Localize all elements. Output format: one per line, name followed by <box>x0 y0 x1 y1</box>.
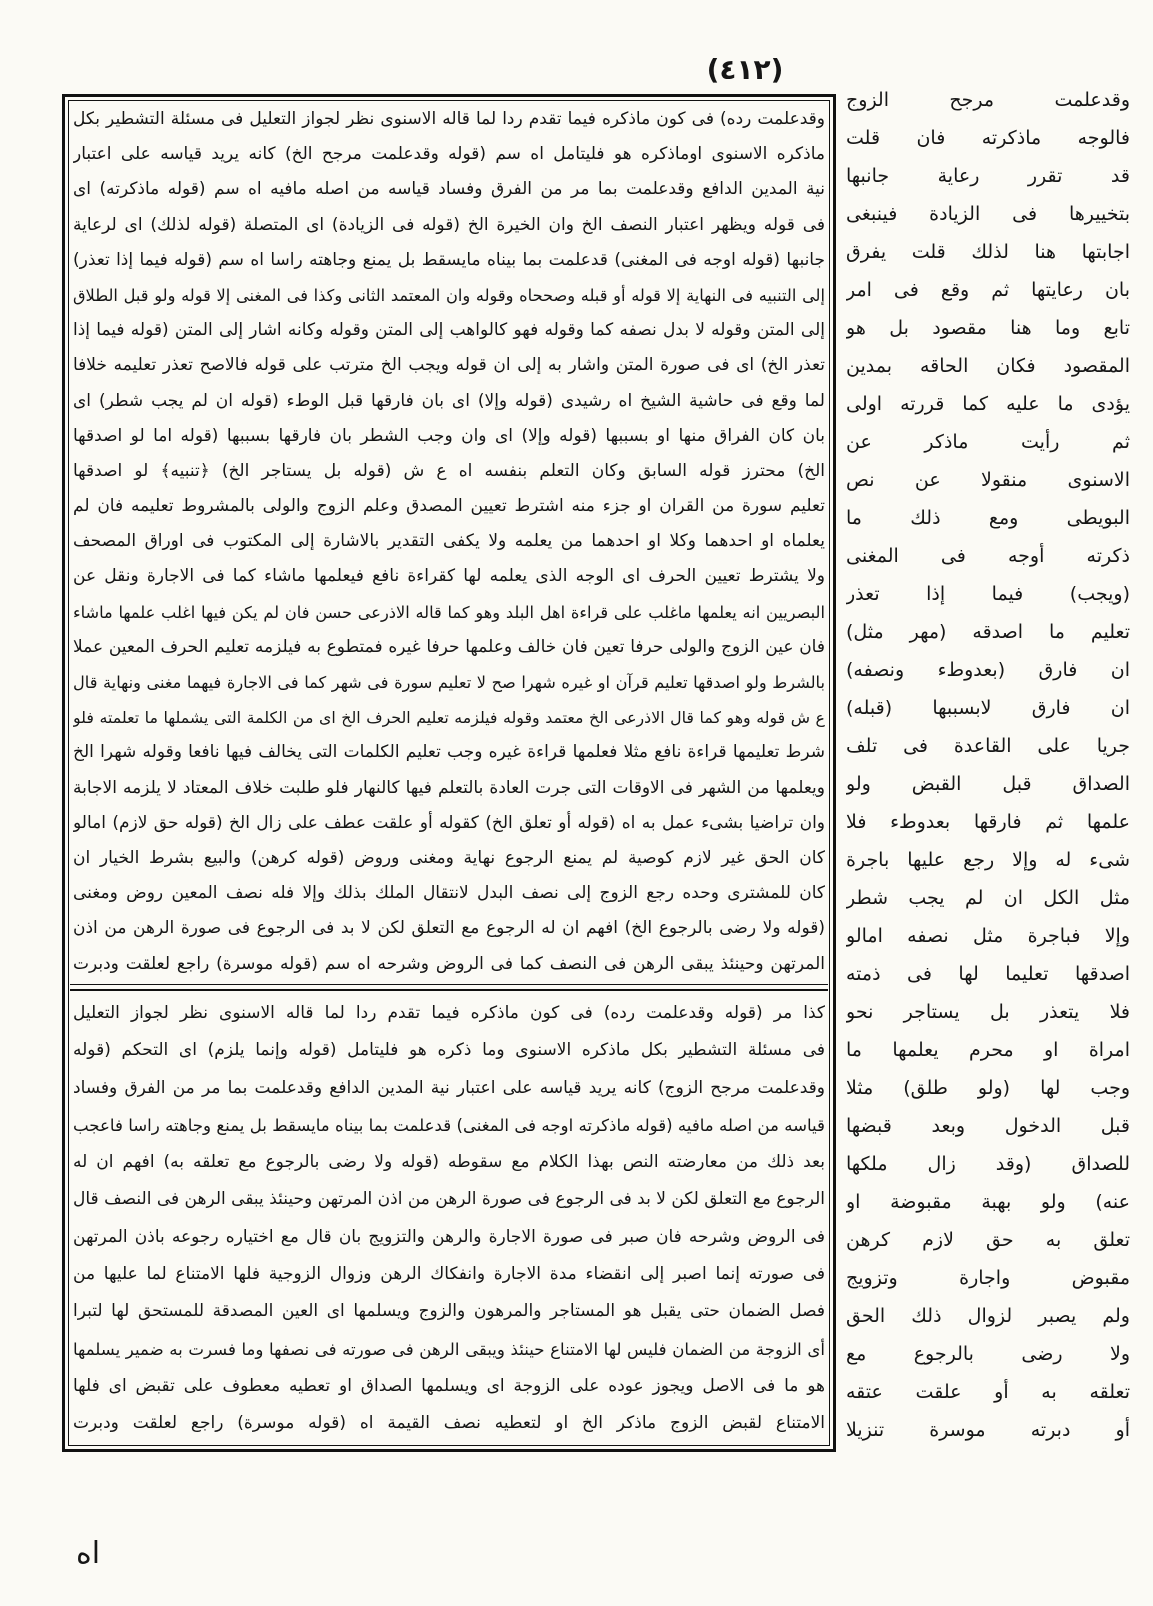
commentary-line: الخ) محترز قوله السابق وكان التعلم بنفسه اه ع ش (قوله بل يستاجر الخ) ﴿تنبيه﴾ لو اصدقها <box>73 460 825 481</box>
main-text-line: المقصود فكان الحاقه بمدين <box>846 355 1130 377</box>
section-divider-thick <box>70 989 828 991</box>
main-text-line: شىء له وإلا رجع عليها باجرة <box>846 849 1130 871</box>
commentary-line: هو ما فى الاصل ويجوز عوده على الزوجة اى ويسلمها الصداق او تعطيه معطوف على تقبض اى فلها <box>73 1375 825 1396</box>
printer-signature: اه <box>76 1536 101 1571</box>
commentary-upper <box>73 102 825 982</box>
page-number: (٤١٢) <box>706 53 784 86</box>
commentary-line: فان عين الزوج والولى حرفا تعين فان خالف وعلمها حرفا غيره فمتطوع به فيلزمه تعليم الحرف المعين عملا <box>73 636 825 657</box>
commentary-line: الامتناع لقبض الزوج ماذكر الخ او لتعطيه نصف القيمة اه (قوله موسرة) راجع لعلقت ودبرت <box>73 1413 825 1434</box>
main-text-line: ثم رأيت ماذكر عن <box>846 431 1130 453</box>
commentary-line: بالشرط ولو اصدقها تعليم قرآن او غيره شهرا صح لا تعليم سورة فى شهر كما فى الاجارة فيهما مغنى ونهاية قال <box>73 673 825 692</box>
commentary-line: فى مسئلة التشطير بكل ماذكره الاسنوى وما ذكره هو فليتامل (قوله وإنما يلزم) اى التحكم (قوله <box>73 1040 825 1061</box>
commentary-line: كان الحق غير لازم كوصية لم يمنع الرجوع نهاية ومغنى وروض (قوله كرهن) والبيع بشرط الخيار ان <box>73 847 825 868</box>
commentary-line: فى الروض وشرحه فان صبر فى صورة الاجارة والرهن والتزويج بان قال مع اختياره رجوعه باذن المرتهن <box>73 1226 825 1247</box>
commentary-line: نية المدين الدافع وقدعلمت بما مر من الفرق وفساد قياسه من اصله مافيه اه سم (قوله ماذكرته) اى <box>73 179 825 200</box>
main-text-line: اصدقها تعليما لها فى ذمته <box>846 963 1130 985</box>
commentary-line: كان للمشترى وحده رجع الزوج إلى نصف البدل لانتقال الملك بذلك وإلا فله نصف المعين روض ومغنى <box>73 883 825 904</box>
commentary-line: وقدعلمت رده) فى كون ماذكره فيما تقدم ردا لما قاله الاسنوى نظر لجواز التعليل فى مسئلة التشطير بكل <box>73 109 825 129</box>
main-text-line: بتخييرها فى الزيادة فينبغى <box>846 203 1130 225</box>
main-text-line: يؤدى ما عليه كما قررته اولى <box>846 393 1130 415</box>
commentary-lower <box>73 995 825 1443</box>
commentary-line: تعليم سورة من القران او جزء منه اشترط تعيين المصدق وعلم الزوج والولى بالمشروط تعليمه فان لم <box>73 496 825 517</box>
main-text-line: أو دبرته موسرة تنزيلا <box>846 1419 1130 1441</box>
main-text-line: الصداق قبل القبض ولو <box>846 773 1130 795</box>
section-divider-thin <box>70 984 828 985</box>
main-text-line: تابع وما هنا مقصود بل هو <box>846 317 1130 339</box>
main-text-line: بان رعايتها ثم وقع فى امر <box>846 279 1130 301</box>
commentary-line: بان كان الفراق منها او بسببها (قوله وإلا) اى وان وجب الشطر بان فارقها بسببها (قوله اما لو اصدقها <box>73 425 825 446</box>
commentary-line: لما وقع فى حاشية الشيخ اه رشيدى (قوله وإلا) اى بان فارقها قبل الوطء (قوله ان لم يجب شطر) اى <box>73 390 825 411</box>
commentary-line: يعلماه او احدهما وكلا او احدهما من يعلمه ولا يكفى التقدير بالاشارة إلى المكتوب فى اوراق المصحف <box>73 531 825 552</box>
commentary-line: فى صورته إنما اصبر إلى انقضاء مدة الاجارة وانفكاك الرهن وزوال الزوجية فلها الامتناع لما عليها من <box>73 1264 825 1285</box>
main-text-line: فلا يتعذر بل يستاجر نحو <box>846 1001 1130 1023</box>
main-text-line: اجابتها هنا لذلك قلت يفرق <box>846 241 1130 263</box>
main-text-line: ذكرته أوجه فى المغنى <box>846 545 1130 567</box>
main-text-line: امراة او محرم يعلمها ما <box>846 1039 1130 1061</box>
main-text-line: وقدعلمت مرجح الزوج <box>846 89 1130 111</box>
main-text-line: ولم يصبر لزوال ذلك الحق <box>846 1305 1130 1327</box>
commentary-line: ع ش قوله وهو كما قال الاذرعى الخ معتمد وقوله فيلزمه تعليم الحرف الخ اى من الكلمة التى يشملها ما تعلمته فلو <box>73 708 825 728</box>
main-text-line: علمها ثم فارقها بعدوطء فلا <box>846 811 1130 833</box>
commentary-line: ولا يشترط تعيين الحرف اى الوجه الذى يعلمه لها كقراءة نافع فيعلمها ماشاء كما فى الاجارة ونقل عن <box>73 566 825 587</box>
main-text-line: قد تقرر رعاية جانبها <box>846 165 1130 187</box>
commentary-line: ماذكره الاسنوى اوماذكره هو فليتامل اه سم (قوله وقدعلمت مرجح الخ) كانه يريد قياسه على اعتبار <box>73 144 825 165</box>
main-text-line: ولا رضى بالرجوع مع <box>846 1343 1130 1365</box>
commentary-line: فى قوله ويظهر اعتبار النصف الخ وان الخيرة الخ (قوله فى الزيادة) اى المتصلة (قوله لذلك) اى لرعاية <box>73 214 825 235</box>
main-text-line: تعليم ما اصدقه (مهر مثل) <box>846 621 1130 643</box>
main-text-line: تعلق به حق لازم كرهن <box>846 1229 1130 1251</box>
commentary-line: بعد ذلك من معارضته النص بهذا الكلام مع سقوطه (قوله ولا رضى بالرجوع مع تعلقه به) افهم ان له <box>73 1152 825 1173</box>
main-text-line: عنه) ولو بهبة مقبوضة او <box>846 1191 1130 1213</box>
main-text-line: ان فارق لابسببها (قبله) <box>846 697 1130 719</box>
main-text-line: البويطى ومع ذلك ما <box>846 507 1130 529</box>
commentary-line: إلى المتن وقوله لا بدل نصفه كما وقوله فهو كالواهب إلى المتن وقوله وكانه اشار إلى المتن (قوله فيما إذا <box>73 320 825 341</box>
main-text-line: مقبوض واجارة وتزويج <box>846 1267 1130 1289</box>
commentary-line: ويعلمها من الشهر فى الاوقات التى جرت العادة بالتعلم فيها كالنهار فلو طلبت خلاف المعتاد لا يلزمه الاجابة <box>73 777 825 798</box>
main-text-line: قبل الدخول وبعد قبضها <box>846 1115 1130 1137</box>
commentary-line: البصريين انه يعلمها ماغلب على قراءة اهل البلد وهو كما قاله الاذرعى حسن فان لم يكن فيها اغلب علمها ماشاء <box>73 602 825 622</box>
commentary-line: قياسه من اصله مافيه (قوله ماذكرته اوجه فى المغنى) قدعلمت بما بيناه مايسقط بل يمنع وجاهته راسا فاعجب <box>73 1115 825 1135</box>
commentary-line: وان تراضيا بشىء عمل به اه (قوله أو تعلق الخ) كقوله أو علقت عطف على زال الخ (قوله حق لازم) امالو <box>73 812 825 833</box>
commentary-line: الرجوع مع التعلق لكن لا بد فى الرجوع فى صورة الرهن من اذن المرتهن وحينئذ يبقى الرهن فى النصف قال <box>73 1189 825 1210</box>
main-text-line: وجب لها (ولو طلق) مثلا <box>846 1077 1130 1099</box>
commentary-line: كذا مر (قوله وقدعلمت رده) فى كون ماذكره فيما تقدم ردا لما قاله الاسنوى نظر لجواز التعليل <box>73 1003 825 1023</box>
main-text-line: الاسنوى منقولا عن نص <box>846 469 1130 491</box>
commentary-line: المرتهن وحينئذ يبقى الرهن فى النصف كما فى الروض وشرحه اه سم (قوله موسرة) راجع لعلقت ودبرت <box>73 953 825 974</box>
commentary-line: جانبها (قوله اوجه فى المغنى) قدعلمت بما بيناه مايسقط بل يمنع وجاهته راسا اه سم (قوله فيما إذا تعذر) <box>73 249 825 270</box>
commentary-line: أى الزوجة من الضمان فليس لها الامتناع حينئذ ويبقى الرهن فى صورته فى نصفها وما فسرت به ضمير يسلمها <box>73 1339 825 1359</box>
commentary-line: وقدعلمت مرجح الزوج) كانه يريد قياسه على اعتبار نية المدين الدافع وقدعلمت بما مر من الفرق وفساد <box>73 1077 825 1098</box>
main-text-line: مثل الكل ان لم يجب شطر <box>846 887 1130 909</box>
main-text-column <box>846 81 1130 1449</box>
commentary-line: تعذر الخ) اى فى صورة المتن واشار به إلى ان قوله ويجب الخ مترتب على قوله فالاصح تعذر تعليمه خلافا <box>73 355 825 376</box>
main-text-line: فالوجه ماذكرته فان قلت <box>846 127 1130 149</box>
main-text-line: ان فارق (بعدوطء ونصفه) <box>846 659 1130 681</box>
commentary-line: (قوله ولا رضى بالرجوع الخ) افهم ان له الرجوع مع التعلق لكن لا بد فى الرجوع فى صورة الرهن من اذن <box>73 918 825 939</box>
main-text-line: للصداق (وقد زال ملكها <box>846 1153 1130 1175</box>
commentary-line: فصل الضمان حتى يقبل هو المستاجر والمرهون والزوج ويسلمها اى العين المصدقة للمستحق لها لتبرا <box>73 1301 825 1322</box>
commentary-line: شرط تعليمها قراءة نافع مثلا فعلمها قراءة غيره وجب تعليم الكلمات التى يخالف فيها نافعا وقوله شهرا الخ <box>73 742 825 763</box>
main-text-line: جريا على القاعدة فى تلف <box>846 735 1130 757</box>
commentary-line: إلى التنبيه فى النهاية إلا قوله أو قبله وصححاه وقوله وان المعتمد الثانى وكذا فى المغنى إلا قوله ولو قبل الطلاق <box>73 285 825 305</box>
main-text-line: وإلا فباجرة مثل نصفه امالو <box>846 925 1130 947</box>
main-text-line: (ويجب) فيما إذا تعذر <box>846 583 1130 605</box>
main-text-line: تعلقه به أو علقت عتقه <box>846 1381 1130 1403</box>
